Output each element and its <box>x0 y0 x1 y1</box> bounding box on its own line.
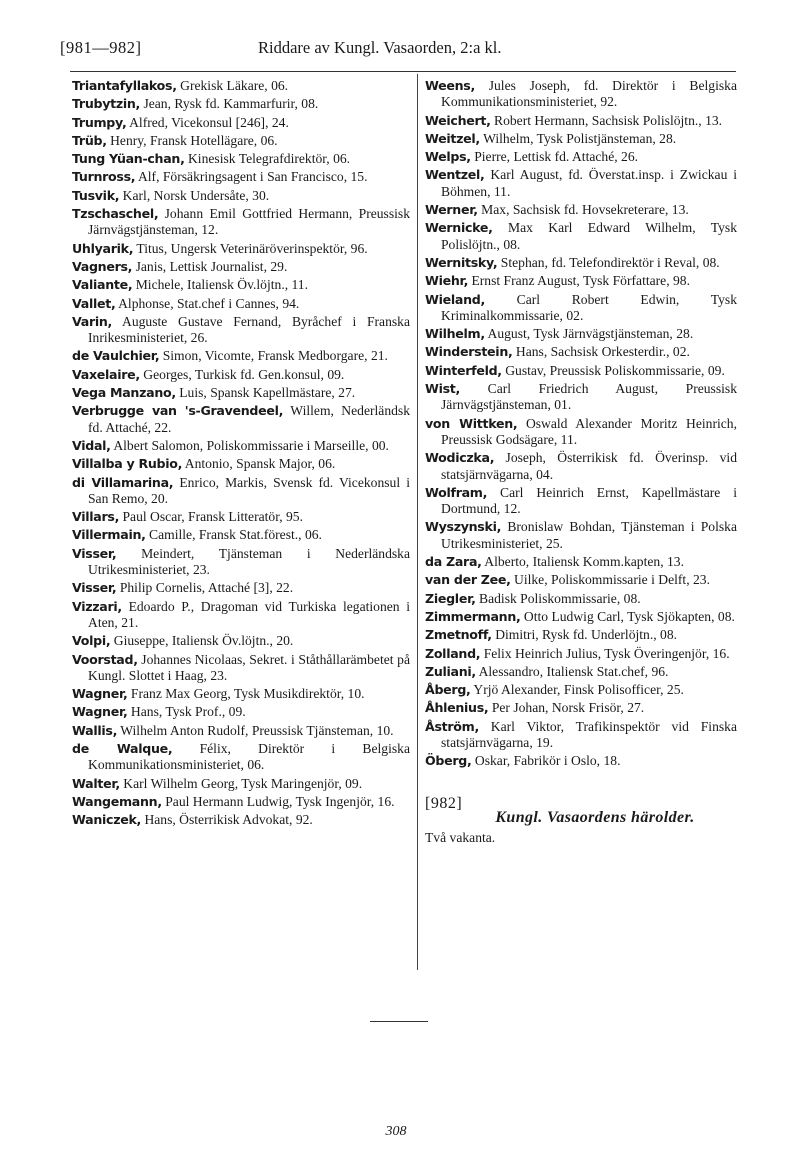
entry-text: Oswald Alexander Moritz Heinrich, Preussisk Godsägare, 11. <box>441 415 737 447</box>
entry-name: Wernitsky, <box>425 254 498 270</box>
list-item <box>425 202 737 218</box>
entry-name: Wyszynski, <box>425 519 502 535</box>
list-item <box>72 348 410 364</box>
entry-text: Camille, Fransk Stat.förest., 06. <box>149 527 322 543</box>
list-item <box>425 609 737 625</box>
entry-name: Valiante, <box>72 277 133 293</box>
entry-text: Yrjö Alexander, Finsk Polisofficer, 25. <box>473 682 684 698</box>
entry-text: Uilke, Poliskommissarie i Delft, 23. <box>514 572 710 588</box>
entry-text: Janis, Lettisk Journalist, 29. <box>135 258 288 274</box>
entry-name: Wernicke, <box>425 220 493 236</box>
entry-text: Wilhelm Anton Rudolf, Preussisk Tjänsteman, 10. <box>120 722 394 738</box>
entry-text: Robert Hermann, Sachsisk Polislöjtn., 13. <box>494 112 723 128</box>
entry-text: Johannes Nicolaas, Sekret. i Ståthållarämbetet på Kungl. Slottet i Haag, 23. <box>88 651 410 683</box>
list-item <box>425 519 737 552</box>
entry-name: Öberg, <box>425 753 472 769</box>
list-item <box>425 363 737 379</box>
left-column <box>72 78 410 830</box>
entry-text: Paul Oscar, Fransk Litteratör, 95. <box>122 509 303 525</box>
entry-text: Otto Ludwig Carl, Tysk Sjökapten, 08. <box>523 608 735 624</box>
entry-name: Visser, <box>72 545 117 561</box>
entry-name: Wagner, <box>72 686 128 702</box>
entry-text: Ernst Franz August, Tysk Författare, 98. <box>471 273 691 289</box>
entry-name: Wist, <box>425 381 461 397</box>
entry-name: Wolfram, <box>425 484 488 500</box>
list-item <box>72 151 410 167</box>
list-item <box>425 682 737 698</box>
entry-name: de Vaulchier, <box>72 348 160 364</box>
list-item <box>72 314 410 347</box>
header-range: [981—982] <box>60 38 142 57</box>
entry-name: Winterfeld, <box>425 362 502 378</box>
entry-name: Åström, <box>425 718 479 734</box>
entry-text: Felix Heinrich Julius, Tysk Överingenjör, 16. <box>483 645 730 661</box>
entry-text: Karl Viktor, Trafikinspektör vid Finska statsjärnvägarna, 19. <box>441 718 737 750</box>
entry-text: Auguste Gustave Fernand, Byråchef i Franska Inrikesministeriet, 26. <box>88 313 410 346</box>
list-item <box>72 115 410 131</box>
entry-text: Georges, Turkisk fd. Gen.konsul, 09. <box>143 366 345 382</box>
column-divider <box>417 74 418 970</box>
entry-text: Karl August, fd. Överstat.insp. i Zwickau i Böhmen, 11. <box>441 167 738 199</box>
list-item <box>425 167 737 200</box>
list-item <box>72 259 410 275</box>
list-item <box>72 438 410 454</box>
list-item <box>425 591 737 607</box>
entry-text: Alphonse, Stat.chef i Cannes, 94. <box>118 295 300 311</box>
entry-name: Wallis, <box>72 722 118 738</box>
list-item <box>425 326 737 342</box>
entry-name: Wagner, <box>72 704 128 720</box>
list-item <box>72 652 410 685</box>
entry-text: Giuseppe, Italiensk Öv.löjtn., 20. <box>113 633 294 649</box>
entry-name: Voorstad, <box>72 651 138 667</box>
list-item <box>72 296 410 312</box>
entry-name: Visser, <box>72 580 117 596</box>
entry-name: Åhlenius, <box>425 700 489 716</box>
entry-text: Pierre, Lettisk fd. Attaché, 26. <box>474 149 639 165</box>
entry-text: Paul Hermann Ludwig, Tysk Ingenjör, 16. <box>165 793 395 809</box>
entry-name: Wodiczka, <box>425 450 495 466</box>
entry-name: Zolland, <box>425 645 481 661</box>
entry-text: Albert Salomon, Poliskommissarie i Marseille, 00. <box>113 437 389 453</box>
list-item <box>72 599 410 632</box>
entry-text: Enrico, Markis, Svensk fd. Vicekonsul i San Remo, 20. <box>88 474 410 506</box>
entry-name: Varin, <box>72 313 113 329</box>
list-item <box>72 546 410 579</box>
list-item <box>72 78 410 94</box>
list-item <box>72 580 410 596</box>
entry-name: Tusvik, <box>72 187 120 203</box>
entry-name: Uhlyarik, <box>72 240 134 256</box>
entry-text: Willem, Nederländsk fd. Attaché, 22. <box>88 403 411 435</box>
entry-text: Per Johan, Norsk Frisör, 27. <box>491 700 645 716</box>
list-item <box>72 385 410 401</box>
entry-text: Max, Sachsisk fd. Hovsekreterare, 13. <box>481 202 689 218</box>
list-item <box>425 344 737 360</box>
entry-text: Stephan, fd. Telefondirektör i Reval, 08. <box>500 254 720 270</box>
entry-text: Alf, Försäkringsagent i San Francisco, 15. <box>137 169 368 185</box>
list-item <box>425 381 737 414</box>
list-item <box>72 509 410 525</box>
entry-text: Carl Heinrich Ernst, Kapellmästare i Dortmund, 12. <box>441 484 737 517</box>
entry-text: Luis, Spansk Kapellmästare, 27. <box>179 385 356 401</box>
list-item <box>72 723 410 739</box>
entry-name: Vizzari, <box>72 598 122 614</box>
header-rule <box>70 71 736 72</box>
list-item <box>425 572 737 588</box>
list-item <box>72 96 410 112</box>
entry-text: Félix, Direktör i Belgiska Kommunikationsministeriet, 06. <box>88 740 410 773</box>
list-item <box>425 627 737 643</box>
entry-name: Trüb, <box>72 132 107 148</box>
entry-text: Joseph, Österrikisk fd. Överinsp. vid statsjärnvägarna, 04. <box>441 450 737 482</box>
entry-text: August, Tysk Järnvägstjänsteman, 28. <box>487 326 694 342</box>
entry-name: Waniczek, <box>72 812 142 828</box>
entry-text: Meindert, Tjänsteman i Nederländska Utrikesministeriet, 23. <box>88 545 410 578</box>
entry-name: Vidal, <box>72 437 111 453</box>
entry-text: Michele, Italiensk Öv.löjtn., 11. <box>135 277 308 293</box>
entry-name: Villalba y Rubio, <box>72 456 183 472</box>
entry-name: Weitzel, <box>425 130 480 146</box>
list-item <box>72 812 410 828</box>
list-item <box>72 686 410 702</box>
entry-text: Edoardo P., Dragoman vid Turkiska legationen i Aten, 21. <box>88 598 410 630</box>
list-item <box>425 753 737 769</box>
entry-text: Hans, Sachsisk Orkesterdir., 02. <box>515 344 690 360</box>
entry-text: Karl Wilhelm Georg, Tysk Maringenjör, 09. <box>123 775 363 791</box>
entry-text: Simon, Vicomte, Fransk Medborgare, 21. <box>162 348 388 364</box>
list-item <box>72 133 410 149</box>
list-item <box>72 527 410 543</box>
entry-name: Wieland, <box>425 291 485 307</box>
entry-text: Alessandro, Italiensk Stat.chef, 96. <box>478 663 669 679</box>
entry-text: Hans, Tysk Prof., 09. <box>130 704 246 720</box>
entry-name: Volpi, <box>72 633 111 649</box>
entry-name: Ziegler, <box>425 590 476 606</box>
entry-name: Walter, <box>72 775 120 791</box>
entry-name: di Villamarina, <box>72 474 174 490</box>
entry-name: Wilhelm, <box>425 326 485 342</box>
list-item <box>425 220 737 253</box>
entry-name: Welps, <box>425 149 471 165</box>
right-column <box>425 78 737 846</box>
list-item <box>72 776 410 792</box>
entry-text: Hans, Österrikisk Advokat, 92. <box>144 812 313 828</box>
entry-text: Alfred, Vicekonsul [246], 24. <box>129 114 289 130</box>
list-item <box>425 485 737 518</box>
entry-text: Oskar, Fabrikör i Oslo, 18. <box>474 753 621 769</box>
list-item <box>72 403 410 436</box>
entry-text: Dimitri, Rysk fd. Underlöjtn., 08. <box>495 627 678 643</box>
entry-text: Henry, Fransk Hotellägare, 06. <box>110 132 278 148</box>
entry-name: Weichert, <box>425 112 491 128</box>
entry-text: Badisk Poliskommissarie, 08. <box>479 590 641 606</box>
entry-name: von Wittken, <box>425 415 518 431</box>
section-text: Två vakanta. <box>425 830 496 846</box>
entry-name: Villars, <box>72 509 120 525</box>
entry-name: Weens, <box>425 78 475 93</box>
entry-name: van der Zee, <box>425 572 511 588</box>
list-item <box>72 206 410 239</box>
list-item <box>425 273 737 289</box>
entry-text: Johann Emil Gottfried Hermann, Preussisk Järnvägstjänsteman, 12. <box>88 206 410 238</box>
list-item <box>72 456 410 472</box>
entry-text: Jules Joseph, fd. Direktör i Belgiska Kommunikationsministeriet, 92. <box>441 78 737 110</box>
list-item <box>72 277 410 293</box>
entry-text: Carl Friedrich August, Preussisk Järnvägstjänsteman, 01. <box>441 381 737 413</box>
entry-text: Max Karl Edward Wilhelm, Tysk Polislöjtn., 08. <box>441 220 737 252</box>
entry-name: Werner, <box>425 202 478 218</box>
entry-name: Tzschaschel, <box>72 206 159 222</box>
list-item <box>425 450 737 483</box>
entry-name: Zuliani, <box>425 663 476 679</box>
list-item <box>425 646 737 662</box>
list-item <box>72 367 410 383</box>
list-item <box>425 78 737 111</box>
list-item <box>425 292 737 325</box>
entry-name: Villermain, <box>72 527 146 543</box>
entry-name: da Zara, <box>425 554 482 570</box>
list-item <box>72 794 410 810</box>
entry-name: Wentzel, <box>425 167 485 183</box>
list-item <box>425 149 737 165</box>
entry-text: Gustav, Preussisk Poliskommissarie, 09. <box>505 362 725 378</box>
entry-name: Åberg, <box>425 682 471 698</box>
list-item <box>425 416 737 449</box>
entry-text: Wilhelm, Tysk Polistjänsteman, 28. <box>483 130 677 146</box>
list-item <box>72 633 410 649</box>
entry-name: Verbrugge van 's-Gravendeel, <box>72 403 284 419</box>
entry-name: Wiehr, <box>425 273 469 289</box>
entry-text: Antonio, Spansk Major, 06. <box>184 456 336 472</box>
entry-name: Wangemann, <box>72 793 162 809</box>
entry-text: Jean, Rysk fd. Kammarfurir, 08. <box>143 96 319 112</box>
entry-text: Kinesisk Telegrafdirektör, 06. <box>187 151 351 167</box>
entry-name: Vagners, <box>72 258 133 274</box>
entry-text: Philip Cornelis, Attaché [3], 22. <box>119 580 294 596</box>
entry-name: Turnross, <box>72 169 136 185</box>
entry-name: Vallet, <box>72 295 116 311</box>
entry-text: Bronislaw Bohdan, Tjänsteman i Polska Utrikesministeriet, 25. <box>441 519 737 551</box>
list-item <box>72 169 410 185</box>
entry-name: Triantafyllakos, <box>72 78 177 93</box>
right-entries <box>425 78 737 770</box>
entry-text: Grekisk Läkare, 06. <box>180 78 289 93</box>
list-item <box>72 741 410 774</box>
entry-text: Titus, Ungersk Veterinäröverinspektör, 96. <box>136 240 368 256</box>
header-title: Riddare av Kungl. Vasaorden, 2:a kl. <box>258 38 502 57</box>
entry-name: Zimmermann, <box>425 608 521 624</box>
entry-text: Karl, Norsk Undersåte, 30. <box>122 187 270 203</box>
entry-name: Vega Manzano, <box>72 385 176 401</box>
entry-text: Alberto, Italiensk Komm.kapten, 13. <box>484 554 684 570</box>
page-header <box>60 38 740 62</box>
list-item <box>425 700 737 716</box>
list-item <box>72 188 410 204</box>
list-item <box>425 113 737 129</box>
entry-name: Winderstein, <box>425 344 513 360</box>
section-number: [982] <box>425 794 463 812</box>
list-item <box>72 475 410 508</box>
list-item <box>425 719 737 752</box>
footer-rule <box>370 1021 428 1022</box>
list-item <box>72 704 410 720</box>
entry-name: de Walque, <box>72 740 173 756</box>
section-title: Kungl. Vasaordens härolder. <box>495 808 695 826</box>
entry-text: Carl Robert Edwin, Tysk Kriminalkommissarie, 02. <box>441 291 737 323</box>
entry-text: Franz Max Georg, Tysk Musikdirektör, 10. <box>130 686 365 702</box>
list-item <box>425 255 737 271</box>
list-item <box>425 131 737 147</box>
entry-name: Zmetnoff, <box>425 627 492 643</box>
entry-name: Vaxelaire, <box>72 366 140 382</box>
list-item <box>425 664 737 680</box>
entry-name: Tung Yüan-chan, <box>72 151 185 167</box>
list-item <box>72 241 410 257</box>
page-number: 308 <box>385 1124 407 1139</box>
entry-name: Trumpy, <box>72 114 127 130</box>
entry-name: Trubytzin, <box>72 96 141 112</box>
list-item <box>425 554 737 570</box>
